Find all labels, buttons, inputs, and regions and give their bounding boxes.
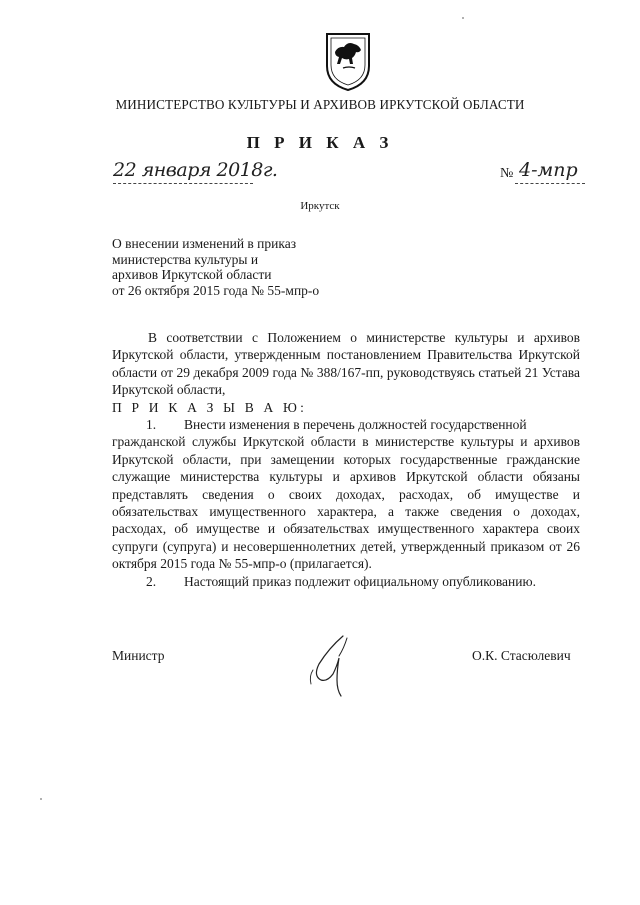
subject-line: архивов Иркутской области	[112, 267, 272, 282]
city-label: Иркутск	[300, 200, 340, 212]
ministry-name: МИНИСТЕРСТВО КУЛЬТУРЫ И АРХИВОВ ИРКУТСКОЙ ОБЛАСТИ	[115, 97, 525, 112]
order-item-number: 1.	[146, 417, 157, 433]
document-subject	[112, 236, 319, 298]
subject-line: О внесении изменений в приказ	[112, 236, 297, 251]
order-item-number: 2.	[146, 573, 157, 589]
document-title: П Р И К А З	[246, 133, 394, 152]
scan-speck	[462, 17, 464, 19]
subject-line: министерства культуры и	[112, 251, 259, 267]
scan-speck	[40, 798, 42, 800]
document-date: 22 января 2018г.	[113, 159, 278, 181]
number-sign: №	[500, 166, 514, 181]
order-item-first-line: Настоящий приказ подлежит официальному опубликованию.	[184, 573, 536, 589]
order-item-first-line: Внести изменения в перечень должностей государственной	[184, 417, 527, 433]
document-number: 4-мпр	[519, 159, 578, 181]
signature-icon	[303, 630, 363, 698]
order-item	[112, 416, 580, 573]
preamble-paragraph: В соответствии с Положением о министерстве культуры и архивов Иркутской области, утвержденным постановлением Правительства Иркутской области от 29 декабря 2009 года № 388/167-пп, руководствуясь статьей 21 Устава Иркутской области,	[112, 330, 580, 398]
signer-position: Министр	[112, 648, 165, 663]
number-underline	[515, 183, 585, 184]
date-underline	[113, 183, 253, 184]
subject-line: от 26 октября 2015 года № 55-мпр-о	[112, 282, 320, 298]
order-item	[112, 573, 580, 590]
ordered-heading: П Р И К А З Ы В А Ю:	[112, 399, 308, 415]
document-body	[112, 329, 580, 590]
signer-name: О.К. Стасюлевич	[472, 648, 571, 663]
coat-of-arms-icon	[323, 30, 373, 92]
order-item-text: гражданской службы Иркутской области в министерстве культуры и архивов Иркутской области, при замещении которых государственные гражданские служащие министерства культуры и архивов Иркутской области обязаны представлять сведения о своих доходах, расходах, об имуществе и обязательствах имущественного характера, а также сведения о доходах, расходах, об имуществе и обязательствах имущественного характера своих супруги (супруга) и несовершеннолетних детей, утвержденный приказом от 26 октября 2015 года № 55-мпр-о (прилагается).	[112, 434, 580, 572]
